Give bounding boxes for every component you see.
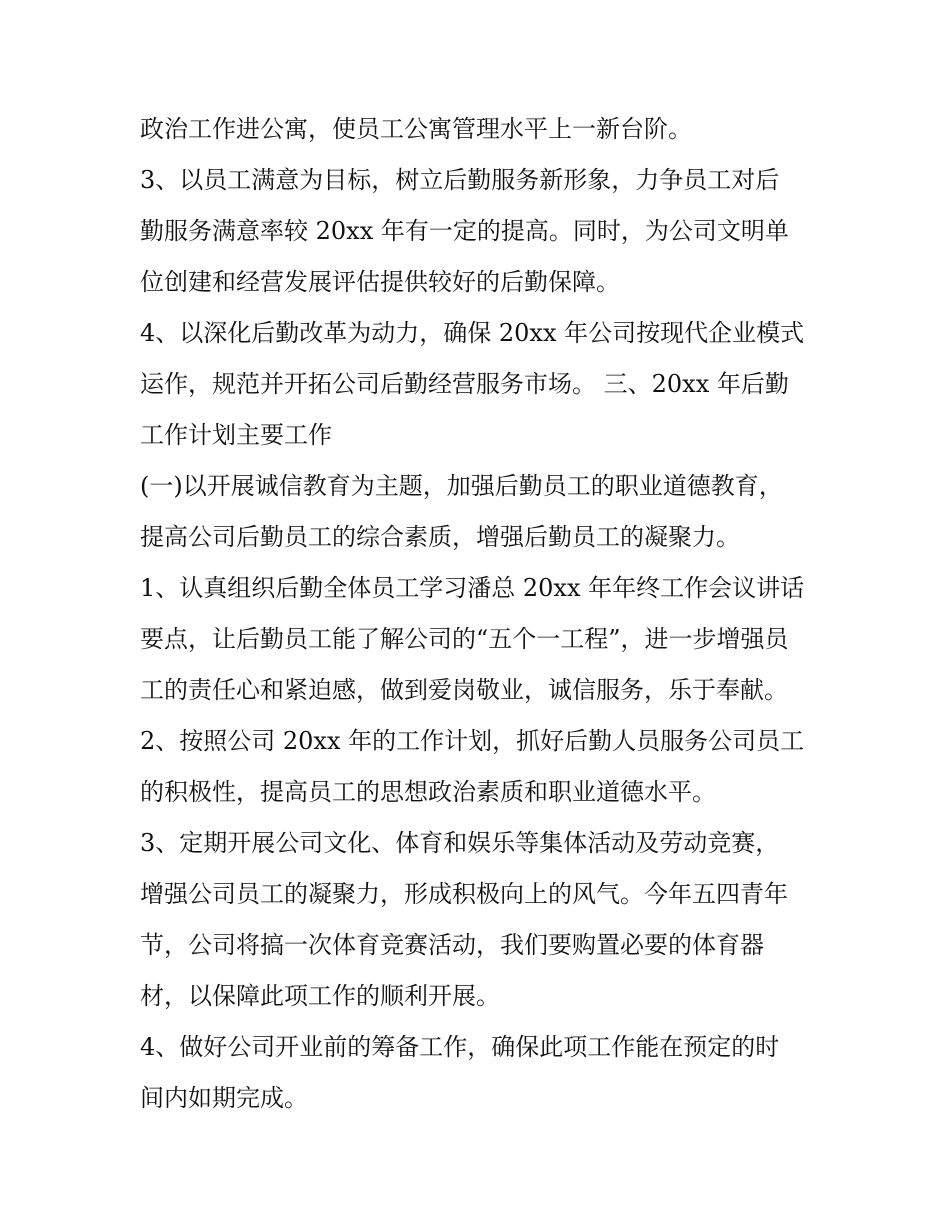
text-line: 工的责任心和紧迫感，做到爱岗敬业，诚信服务，乐于奉献。: [140, 676, 788, 704]
text-line: 勤服务满意率较 20xx 年有一定的提高。同时，为公司文明单: [140, 217, 789, 245]
text-line: 工作计划主要工作: [140, 421, 332, 449]
text-line: 提高公司后勤员工的综合素质，增强后勤员工的凝聚力。: [140, 523, 740, 551]
text-line: 3、定期开展公司文化、体育和娱乐等集体活动及劳动竞赛，: [140, 829, 780, 857]
text-line: 节，公司将搞一次体育竞赛活动，我们要购置必要的体育器: [140, 931, 764, 959]
text-line: 的积极性，提高员工的思想政治素质和职业道德水平。: [140, 778, 716, 806]
text-line: 间内如期完成。: [140, 1084, 308, 1112]
text-line: (一)以开展诚信教育为主题，加强后勤员工的职业道德教育，: [140, 472, 783, 500]
text-line: 要点，让后勤员工能了解公司的“五个一工程”，进一步增强员: [140, 625, 789, 653]
text-line: 4、做好公司开业前的筹备工作，确保此项工作能在预定的时: [140, 1033, 780, 1061]
text-line: 增强公司员工的凝聚力，形成积极向上的风气。今年五四青年: [140, 880, 788, 908]
text-line: 位创建和经营发展评估提供较好的后勤保障。: [140, 268, 620, 296]
text-line: 政治工作进公寓，使员工公寓管理水平上一新台阶。: [140, 115, 692, 143]
document-body: [140, 104, 820, 1124]
text-line: 2、按照公司 20xx 年的工作计划，抓好后勤人员服务公司员工: [140, 727, 805, 755]
text-line: 材，以保障此项工作的顺利开展。: [140, 982, 500, 1010]
text-line: 1、认真组织后勤全体员工学习潘总 20xx 年年终工作会议讲话: [140, 574, 805, 602]
text-line: 3、以员工满意为目标，树立后勤服务新形象，力争员工对后: [140, 166, 780, 194]
text-line: 4、以深化后勤改革为动力，确保 20xx 年公司按现代企业模式: [140, 319, 805, 347]
text-line: 运作，规范并开拓公司后勤经营服务市场。 三、20xx 年后勤: [140, 370, 789, 398]
